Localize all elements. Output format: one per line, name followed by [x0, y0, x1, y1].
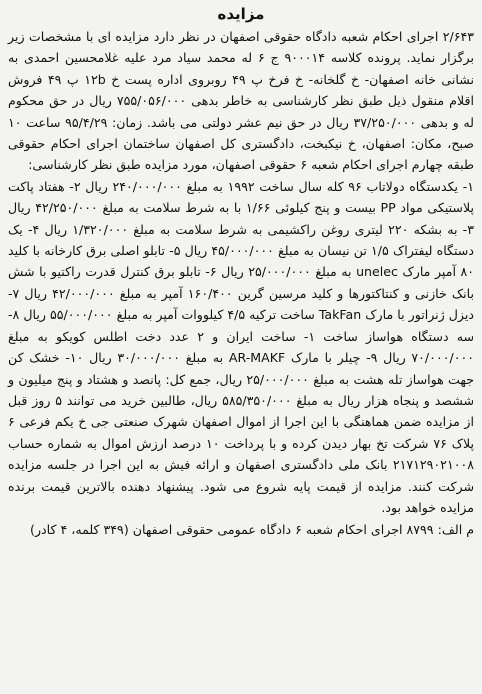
notice-footer: م الف: ۸۷۹۹ اجرای احکام شعبه ۶ دادگاه عمومی حقوقی اصفهان (۳۴۹ کلمه، ۴ کادر): [30, 522, 474, 538]
notice-body: [8, 26, 474, 518]
notice-title: مزایده: [217, 5, 265, 23]
notice-paragraph-intro: ۲/۶۴۳ اجرای احکام شعبه دادگاه حقوقی اصفهان در نظر دارد مزایده ای با مشخصات زیر برگزار نماید. پرونده کلاسه ۹۰۰۰۱۴ ج ۶ له محمد سیاد مرد علیه غلامحسین احمدی به نشانی خانه اصفهان- خ گلخانه- خ فرخ پ ۴۹ روبروی اداره پست خ ۱۲b پ ۴۹ فروش اقلام منقول ذیل طبق نظر کارشناسی به خاطر بدهی ۷۵۵/۰۵۶/۰۰۰ ریال در حق محکوم له و بدهی ۳۷/۲۵۰/۰۰۰ ریال در حق نیم عشر دولتی می باشد. زمان: ۹۵/۴/۲۹ ساعت ۱۰ صبح، مکان: اصفهان، خ نیکبخت، دادگستری کل اصفهان ساختمان اجرای احکام حقوقی طبقه چهارم اجرای احکام شعبه ۶ حقوقی اصفهان، مورد مزایده طبق نظر کارشناسی:: [8, 29, 475, 173]
notice-paragraph-items: ۱- یکدستگاه دولاتاب ۹۶ کله سال ساخت ۱۹۹۲ به مبلغ ۲۴۰/۰۰۰/۰۰۰ ریال ۲- هفتاد پاکت پلاستیکی مواد PP بیست و پنج کیلوئی ۱/۶۶ با به شرط سلامت به مبلغ ۴۲/۲۵۰/۰۰۰ ریال ۳- به بشکه ۲۲۰ لیتری روغن راکشیمی به شرط سلامت به مبلغ ۱/۳۲۰/۰۰۰ ریال ۴- یک دستگاه لیفتراک ۱/۵ تن نیسان به مبلغ ۴۵/۰۰۰/۰۰۰ ریال ۵- تابلو اصلی برق کارخانه با کلید ۸۰ آمپر مارک unelec به مبلغ ۲۵/۰۰۰/۰۰۰ ریال ۶- تابلو برق کنترل قدرت راکتیو با شش بانک خازنی و کنتاکتورها و کلید مرسین گرین ۱۶۰/۴۰۰ آمپر به مبلغ ۴۲/۰۰۰/۰۰۰ ریال ۷- دیزل ژنراتور با مارک TakFan ساخت ترکیه ۴/۵ کیلووات آمپر به مبلغ ۵۵/۰۰۰/۰۰۰ ریال ۸- سه دستگاه هواساز ساخت ۱- ساخت ایران و ۲ عدد دخت اطلس کویکو به مبلغ ۷۰/۰۰۰/۰۰۰ ریال ۹- چیلر با مارک AR-MAKF به مبلغ ۳۰/۰۰۰/۰۰۰ ریال ۱۰- خشک کن جهت هواساز تله هشت به مبلغ ۲۵/۰۰۰/۰۰۰ ریال، جمع کل: پانصد و هشتاد و پنج میلیون و ششصد و پنجاه هزار ریال به مبلغ ۵۸۵/۳۵۰/۰۰۰ ریال، طالبین خرید می توانند ۵ روز قبل از مزایده ضمن هماهنگی با این اجرا از اموال اصفهان شهرک صنعتی جی خ یکم فرعی ۶ پلاک ۷۶ شرکت تخ بهار دیدن کرده و با پرداخت ۱۰ درصد ارزش اموال به شماره حساب ۲۱۷۱۲۹۰۲۱۰۰۸ بانک ملی دادگستری اصفهان و ارائه فیش به این اجرا در جلسه مزایده شرکت کنند. مزایده از قیمت پایه شروع می شود. پیشنهاد دهنده بالاترین قیمت برنده مزایده خواهد بود.: [8, 178, 475, 515]
